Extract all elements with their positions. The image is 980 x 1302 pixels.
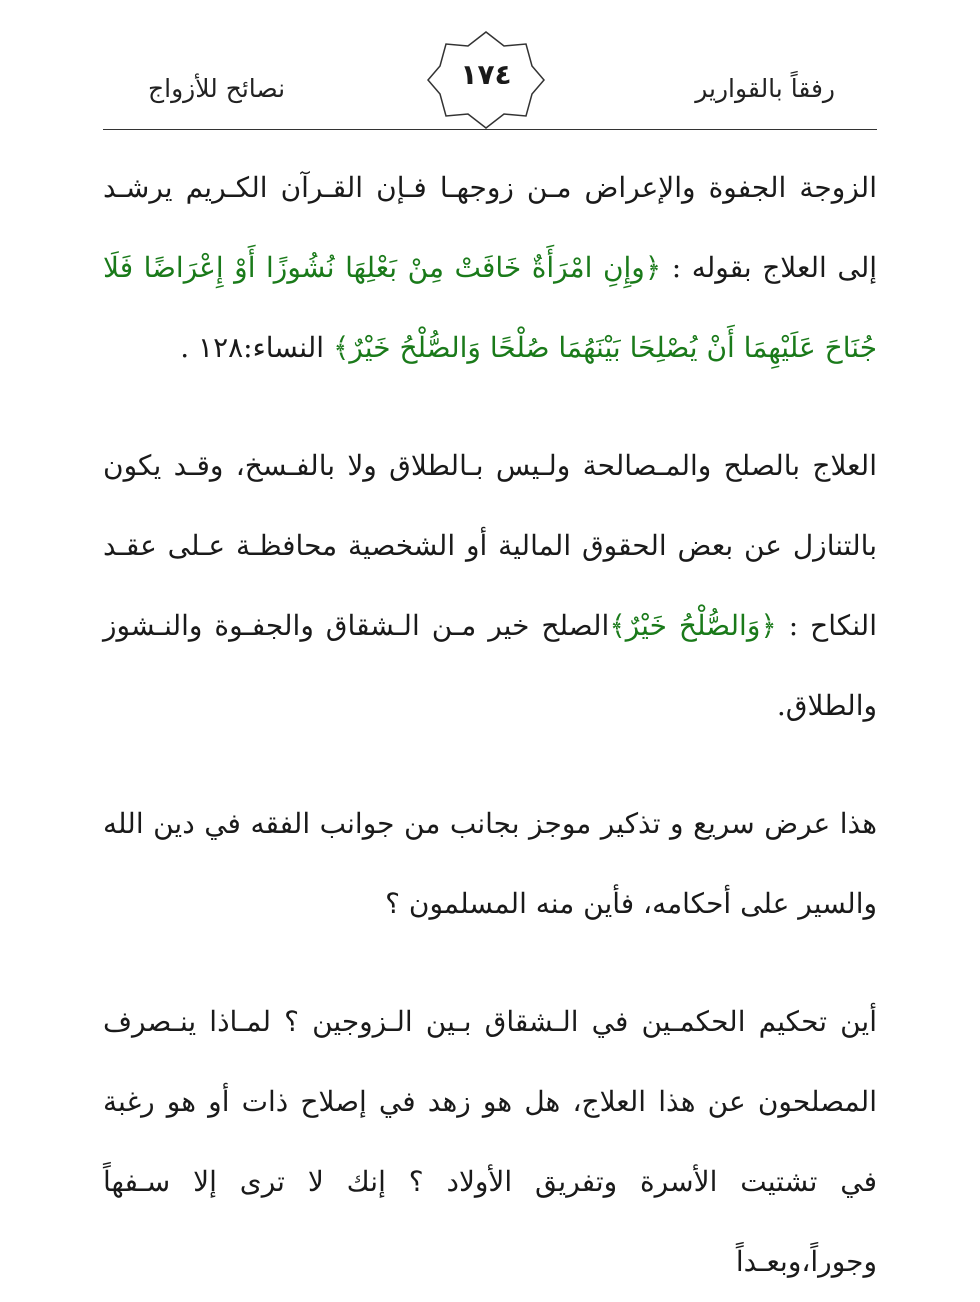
book-title-right: رفقاً بالقوارير bbox=[695, 74, 835, 103]
paragraph-2 bbox=[103, 426, 877, 746]
page-number-badge bbox=[426, 30, 546, 130]
verse-1-reference: النساء:١٢٨ . bbox=[180, 331, 333, 364]
quran-verse-1: وإِنِ امْرَأَةٌ خَافَتْ مِنْ بَعْلِهَا نُشُوزًا أَوْ إِعْرَاضًا فَلَا جُنَاحَ عَلَيْهِمَا أَنْ يُصْلِحَا بَيْنَهُمَا صُلْحًا وَالصُّلْحُ خَيْرٌ bbox=[103, 251, 877, 364]
verse-close-ornament: ﴾ bbox=[609, 609, 626, 642]
paragraph-2-tail: الصلح خير مـن الـشقاق والجفـوة والنـشوز والطلاق. bbox=[103, 609, 877, 722]
paragraph-1 bbox=[103, 148, 877, 388]
paragraph-3: هذا عرض سريع و تذكير موجز بجانب من جوانب الفقه في دين الله والسير على أحكامه، فأين منه المسلمون ؟ bbox=[103, 807, 877, 920]
paragraph-2-intro: العلاج بالصلح والمـصالحة ولـيس بـالطلاق ولا بالفـسخ، وقـد يكون بالتنازل عن بعض الحقوق المالية أو الشخصية محافظـة عـلى عقـد النكاح : bbox=[103, 449, 877, 642]
verse-close-ornament: ﴾ bbox=[332, 331, 350, 364]
quran-verse-2: وَالصُّلْحُ خَيْرٌ bbox=[625, 609, 761, 642]
verse-open-ornament: ﴿ bbox=[760, 609, 777, 642]
paragraph-1-intro: الزوجة الجفوة والإعراض مـن زوجهـا فـإن القـرآن الكـريم يرشـد إلى العلاج بقوله : bbox=[103, 171, 878, 284]
page-number: ١٧٤ bbox=[460, 58, 512, 91]
page-body bbox=[103, 148, 877, 1302]
page-header bbox=[0, 0, 980, 135]
paragraph-4: أين تحكيم الحكمـين في الـشقاق بـين الـزوجين ؟ لمـاذا ينـصرف المصلحون عن هذا العلاج، هل هو زهد في إصلاح ذات أو هو رغبة في تشتيت الأسرة وتفريق الأولاد ؟ إنك لا ترى إلا سـفهاً وجوراً،وبعـداً bbox=[103, 1005, 877, 1278]
verse-open-ornament: ﴿ bbox=[644, 251, 662, 284]
book-title-left: نصائح للأزواج bbox=[148, 74, 286, 103]
header-divider bbox=[103, 129, 877, 130]
